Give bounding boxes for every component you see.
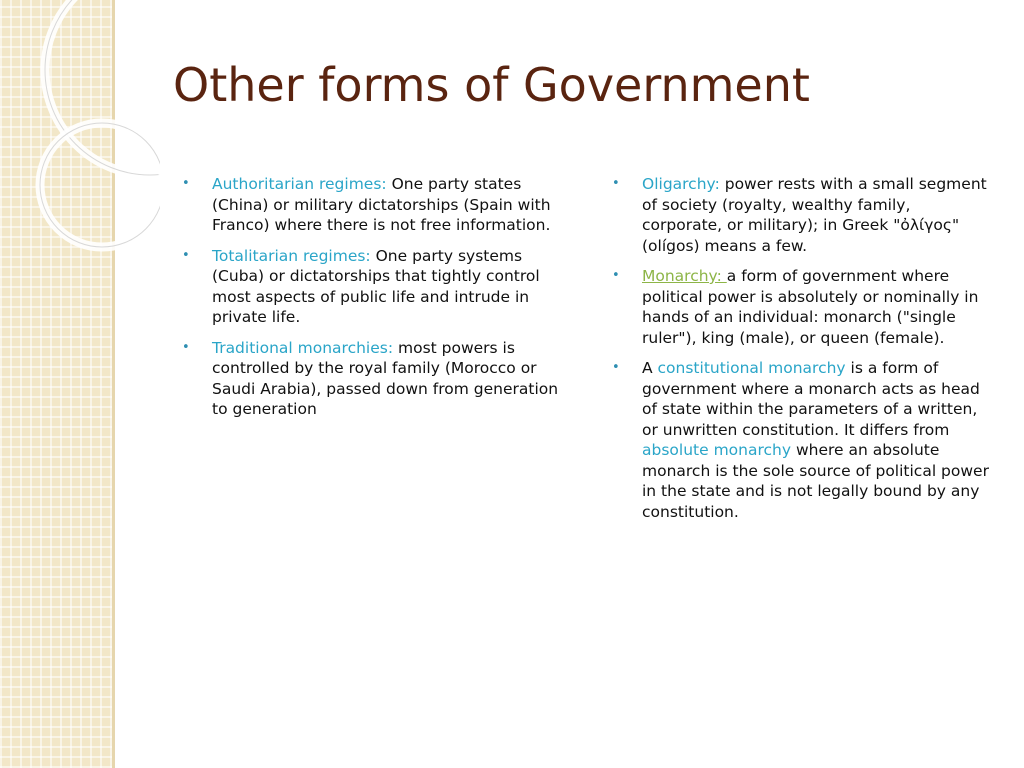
- keyword-authoritarian: Authoritarian regimes:: [212, 175, 387, 193]
- right-bullet-list: [612, 174, 992, 532]
- keyword-totalitarian: Totalitarian regimes:: [212, 246, 371, 265]
- list-item-authoritarian: [182, 174, 562, 236]
- decorative-circles: [0, 0, 160, 260]
- text-constitutional-1: is a form of government where a monarch acts as head of state within the parameters of a written, or unwritten constitution. It differs from: [642, 359, 980, 439]
- bullet-icon: •: [612, 176, 620, 191]
- link-monarchy[interactable]: Monarchy:: [642, 267, 727, 285]
- bullet-icon: •: [612, 268, 620, 283]
- keyword-traditional-monarchies: Traditional monarchies:: [212, 338, 394, 357]
- bullet-icon: •: [612, 360, 620, 375]
- list-item-oligarchy: [612, 174, 992, 256]
- bullet-icon: •: [182, 339, 190, 355]
- list-item-traditional-monarchies: [182, 338, 562, 420]
- prefix-constitutional: A: [642, 359, 658, 377]
- text-authoritarian: One party states (China) or military dictatorships (Spain with Franco) where there is not free information.: [212, 175, 551, 234]
- slide-title: Other forms of Government: [173, 58, 810, 112]
- text-totalitarian: One party systems (Cuba) or dictatorships that tightly control most aspects of public life and intrude in private life.: [212, 246, 540, 326]
- list-item-constitutional-monarchy: [612, 358, 992, 522]
- keyword-oligarchy: Oligarchy:: [642, 175, 720, 193]
- text-constitutional-2: where an absolute monarch is the sole source of political power in the state and is not legally bound by any constitution.: [642, 441, 989, 521]
- text-oligarchy: power rests with a small segment of society (royalty, wealthy family, corporate, or military); in Greek "ὀλίγος" (olígos) means a few.: [642, 175, 987, 255]
- list-item-monarchy: [612, 266, 992, 348]
- left-bullet-list: [182, 174, 562, 430]
- link-absolute-monarchy[interactable]: absolute monarchy: [642, 441, 792, 459]
- list-item-totalitarian: [182, 246, 562, 328]
- bullet-icon: •: [182, 176, 190, 191]
- text-traditional-monarchies: most powers is controlled by the royal family (Morocco or Saudi Arabia), passed down from generation to generation: [212, 338, 559, 418]
- bullet-icon: •: [182, 247, 190, 263]
- link-constitutional-monarchy[interactable]: constitutional monarchy: [657, 359, 846, 377]
- text-monarchy: a form of government where political power is absolutely or nominally in hands of an individual: monarch ("single ruler"), king (male), or queen (female).: [642, 267, 979, 347]
